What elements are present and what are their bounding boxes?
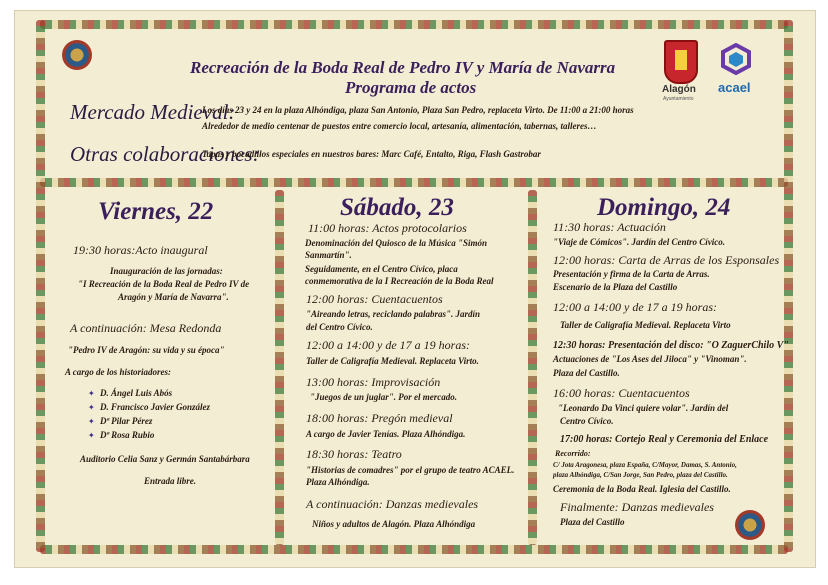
sabado-e4-line1: "Juegos de un juglar". Por el mercado. <box>310 392 457 402</box>
left-floral-border <box>36 20 45 552</box>
top-left-ornament <box>62 40 92 70</box>
sabado-e1-head: 11:00 horas: Actos protocolarios <box>308 221 467 235</box>
domingo-e1-line1: "Viaje de Cómicos". Jardín del Centro Cívico. <box>553 237 725 247</box>
viernes-e2-line2: A cargo de los historiadores: <box>65 367 172 377</box>
viernes-e1-line1: Inauguración de las jornadas: <box>110 266 223 276</box>
domingo-e6-line1: Recorrido: <box>555 449 591 458</box>
acael-logo-label: acael <box>718 80 751 95</box>
domingo-e6-line2: C/ Jota Aragonesa, plaza España, C/Mayor, Damas, S. Antonio, <box>553 461 737 469</box>
sabado-e2-line1: "Aireando letras, reciclando palabras". Jardín <box>306 309 481 319</box>
historian-4: Dª Rosa Rubio <box>100 430 155 440</box>
domingo-e4-line2: Plaza del Castillo. <box>553 368 620 378</box>
sabado-e6-line1: "Historias de comadres" por el grupo de teatro ACAEL. <box>306 465 515 475</box>
domingo-e2-line2: Escenario de la Plaza del Castillo <box>553 282 678 292</box>
domingo-day-title: Domingo, 24 <box>597 194 731 221</box>
sabado-e3-line1: Taller de Caligrafía Medieval. Replaceta Virto. <box>306 356 479 366</box>
mercado-label: Mercado Medieval: <box>70 100 236 124</box>
viernes-e1-line3: Aragón y María de Navarra". <box>118 292 229 302</box>
domingo-e4-head: 12:30 horas: Presentación del disco: "O ZaguerChilo V" <box>553 340 789 351</box>
domingo-e5-line1: "Leonardo Da Vinci quiere volar". Jardín del <box>558 403 729 413</box>
domingo-e4-line1: Actuaciones de "Los Ases del Jiloca" y "Vinoman". <box>553 354 747 364</box>
poster-subtitle: Programa de actos <box>345 78 477 97</box>
sabado-e1-line1: Denominación del Quiosco de la Música "Simón <box>305 238 488 248</box>
domingo-e2-head: 12:00 horas: Carta de Arras de los Esponsales <box>553 253 780 267</box>
sabado-e2-line2: del Centro Cívico. <box>306 322 373 332</box>
sabado-e4-head: 13:00 horas: Improvisación <box>306 375 441 389</box>
sabado-e1-line4: conmemorativa de la I Recreación de la Boda Real <box>305 276 494 286</box>
historian-3: Dª Pilar Pérez <box>100 416 153 426</box>
sabado-e3-head: 12:00 a 14:00 y de 17 a 19 horas: <box>306 338 470 352</box>
alagon-logo-sublabel: Ayuntamiento <box>663 96 694 102</box>
alagon-logo-label: Alagón <box>662 84 696 95</box>
poster-title: Recreación de la Boda Real de Pedro IV y María de Navarra <box>190 58 616 77</box>
sabado-day-title: Sábado, 23 <box>340 194 454 221</box>
domingo-e5-head: 16:00 horas: Cuentacuentos <box>553 386 690 400</box>
bullet-icon: ✦ <box>88 389 95 398</box>
viernes-e2-line1: "Pedro IV de Aragón: su vida y su época" <box>68 345 225 355</box>
sabado-e5-line1: A cargo de Javier Tenías. Plaza Alhóndiga. <box>306 429 466 439</box>
acael-logo-icon <box>720 43 752 75</box>
bottom-right-ornament <box>735 510 765 540</box>
column-divider-right <box>528 190 537 545</box>
viernes-auditorio: Auditorio Celia Sanz y Germán Santabárbara <box>80 454 250 464</box>
domingo-e7-line1: Plaza del Castillo <box>560 517 625 527</box>
sabado-e7-head: A continuación: Danzas medievales <box>306 497 479 511</box>
sabado-e2-head: 12:00 horas: Cuentacuentos <box>306 292 443 306</box>
domingo-e5-line2: Centro Cívico. <box>560 416 614 426</box>
sabado-e6-line2: Plaza Alhóndiga. <box>306 477 370 487</box>
historian-2: D. Francisco Javier González <box>100 402 210 412</box>
bottom-floral-border <box>40 545 788 554</box>
sabado-e1-line2: Sanmartín". <box>305 250 352 260</box>
domingo-e6-head: 17:00 horas: Cortejo Real y Ceremonia del Enlace <box>560 434 769 445</box>
otras-text: Tapas y bocadillos especiales en nuestros bares: Marc Café, Entalto, Riga, Flash Gastrobar <box>202 149 541 159</box>
mercado-line2: Alrededor de medio centenar de puestos entre comercio local, artesanía, alimentación, tabernas, talleres… <box>202 121 597 131</box>
domingo-e3-line1: Taller de Caligrafía Medieval. Replaceta Virto <box>560 320 731 330</box>
viernes-day-title: Viernes, 22 <box>98 198 214 225</box>
bullet-icon: ✦ <box>88 431 95 440</box>
domingo-e2-line1: Presentación y firma de la Carta de Arras. <box>553 269 710 279</box>
domingo-e1-head: 11:30 horas: Actuación <box>553 220 666 234</box>
domingo-e6-line4: Ceremonia de la Boda Real. Iglesia del Castillo. <box>553 484 731 494</box>
right-floral-border <box>784 20 793 552</box>
sabado-e5-head: 18:00 horas: Pregón medieval <box>306 411 453 425</box>
viernes-e1-line2: "I Recreación de la Boda Real de Pedro IV de <box>78 279 250 289</box>
domingo-e3-head: 12:00 a 14:00 y de 17 a 19 horas: <box>553 300 717 314</box>
top-floral-border <box>40 20 788 29</box>
viernes-entrada: Entrada libre. <box>144 476 197 486</box>
column-divider-left <box>275 190 284 545</box>
historian-1: D. Ángel Luis Abós <box>100 388 173 398</box>
viernes-e2-head: A continuación: Mesa Redonda <box>70 321 222 335</box>
mercado-line1: Los días 23 y 24 en la plaza Alhóndiga, plaza San Antonio, Plaza San Pedro, replaceta Virto. De 11:00 a 21:00 horas <box>202 105 634 115</box>
domingo-e6-line3: plaza Alhóndiga, C/San Jorge, San Pedro, plaza del Castillo. <box>553 471 728 479</box>
mid-floral-border <box>40 178 788 187</box>
sabado-e1-line3: Seguidamente, en el Centro Cívico, placa <box>305 264 458 274</box>
sabado-e6-head: 18:30 horas: Teatro <box>306 447 402 461</box>
viernes-e1-head: 19:30 horas:Acto inaugural <box>73 243 208 257</box>
sabado-e7-line1: Niños y adultos de Alagón. Plaza Alhóndiga <box>312 519 476 529</box>
otras-label: Otras colaboraciones: <box>70 142 260 166</box>
domingo-e7-head: Finalmente: Danzas medievales <box>560 500 714 514</box>
bullet-icon: ✦ <box>88 403 95 412</box>
bullet-icon: ✦ <box>88 417 95 426</box>
alagon-shield-logo <box>664 40 698 84</box>
